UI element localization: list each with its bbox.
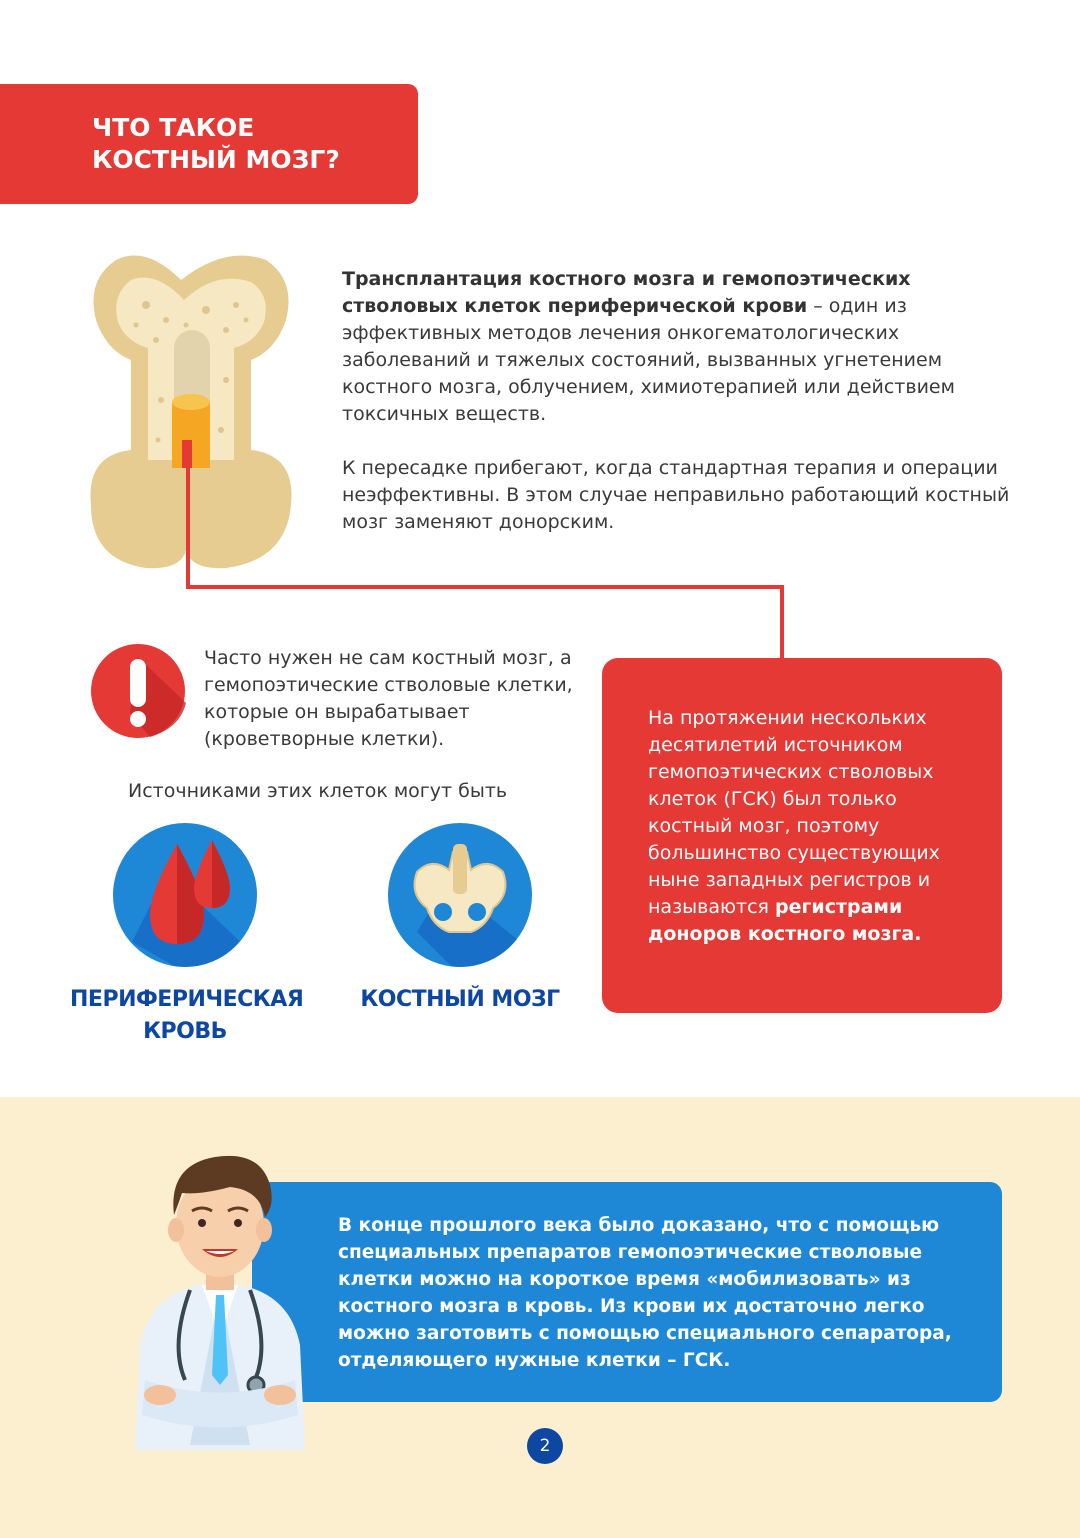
page-title: ЧТО ТАКОЕ КОСТНЫЙ МОЗГ? [92, 113, 340, 174]
connector-line-horizontal [186, 585, 784, 589]
connector-line-vertical-right [780, 585, 784, 660]
mobilization-info-box [252, 1182, 1002, 1402]
intro-text [342, 266, 1022, 563]
source-bone-marrow-label: КОСТНЫЙ МОЗГ [360, 987, 560, 1012]
bone-icon [86, 250, 296, 570]
intro-paragraph-2: К пересадке прибегают, когда стандартная терапия и операции неэффективны. В этом случае неправильно работающий костный мозг заменяют донорским. [342, 457, 1010, 533]
page-number: 2 [527, 1428, 563, 1464]
mobilization-info-text: В конце прошлого века было доказано, что с помощью специальных препаратов гемопоэтические стволовые клетки можно на короткое время «мобилизовать» из костного мозга в кровь. Из крови их достаточно легко можно заготовить с помощью специального сепаратора, отделяющего нужные клетки – ГСК. [338, 1215, 952, 1371]
history-info-text: На протяжении нескольких десятилетий источником гемопоэтических стволовых клеток (ГСК) был только костный мозг, поэтому большинство существующих ныне западных регистров и называются регистрами доноров костного мозга. [648, 707, 940, 945]
blood-drops-icon [112, 822, 258, 968]
pelvis-icon [387, 822, 533, 968]
connector-line-vertical-left [186, 440, 190, 588]
title-banner [0, 84, 418, 204]
sources-title: Источниками этих клеток могут быть [128, 780, 508, 802]
history-info-box [602, 658, 1002, 1013]
source-peripheral-blood-label: ПЕРИФЕРИЧЕСКАЯ КРОВЬ [70, 987, 304, 1044]
exclamation-icon [90, 643, 186, 739]
doctor-illustration [120, 1145, 320, 1455]
warning-text: Часто нужен не сам костный мозг, а гемопоэтические стволовые клетки, которые он вырабатывает (кроветворные клетки). [204, 647, 573, 750]
intro-paragraph-1: Трансплантация костного мозга и гемопоэтических стволовых клеток периферической крови – один из эффективных методов лечения онкогематологических заболеваний и тяжелых состояний, вызванных угнетением костного мозга, облучением, химиотерапией или действием токсичных веществ. [342, 268, 955, 425]
